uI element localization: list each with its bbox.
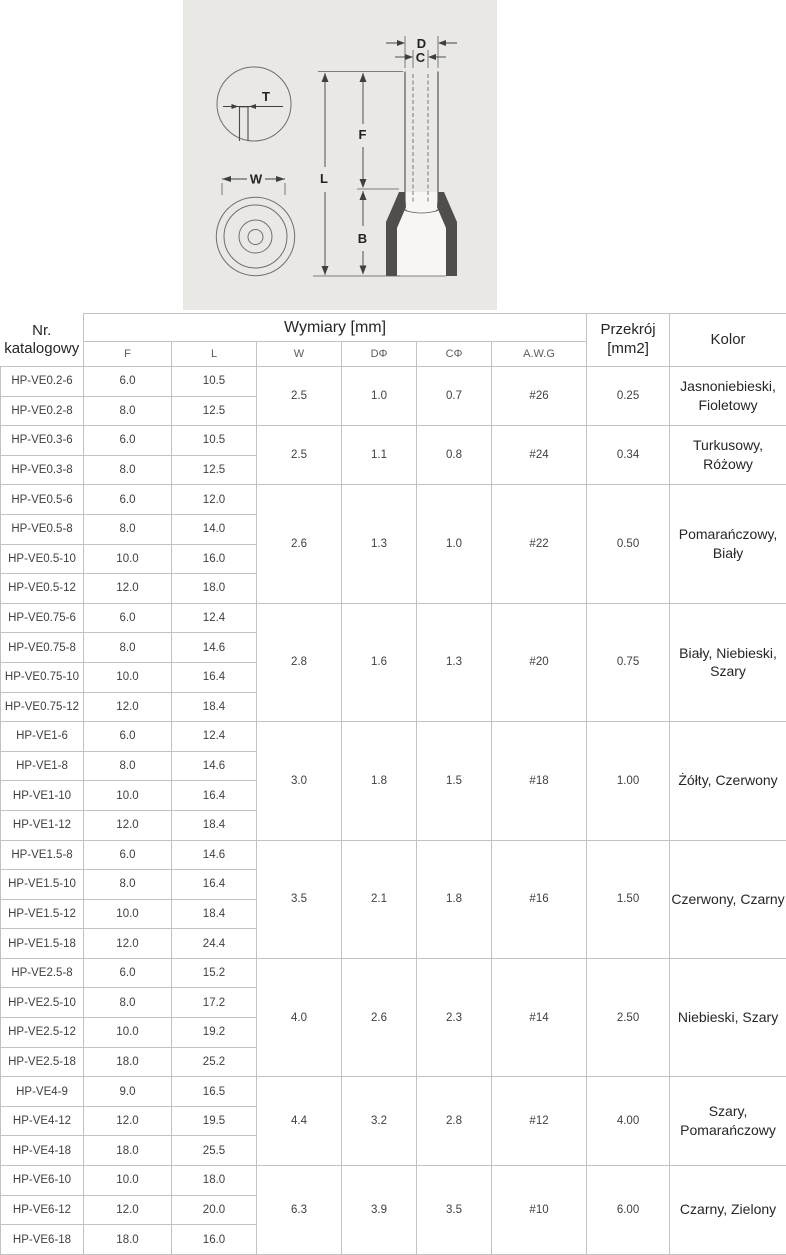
- table-row: [1, 485, 786, 515]
- catalog-cell: HP-VE1-6: [1, 722, 84, 752]
- l-cell: 14.0: [172, 514, 257, 544]
- d-phi-cell: 1.8: [342, 722, 417, 840]
- catalog-cell: HP-VE6-10: [1, 1166, 84, 1196]
- col-header-l: L: [172, 342, 257, 367]
- catalog-cell: HP-VE0.75-12: [1, 692, 84, 722]
- l-cell: 18.0: [172, 574, 257, 604]
- col-header-color: Kolor: [670, 314, 786, 367]
- w-cell: 2.6: [257, 485, 342, 603]
- l-cell: 16.0: [172, 544, 257, 574]
- color-cell: Jasnoniebieski, Fioletowy: [670, 367, 786, 426]
- f-cell: 10.0: [84, 899, 172, 929]
- d-phi-cell: 3.2: [342, 1077, 417, 1166]
- table-row: [1, 1166, 786, 1196]
- l-cell: 17.2: [172, 988, 257, 1018]
- c-phi-cell: 2.8: [417, 1077, 492, 1166]
- color-cell: Szary, Pomarańczowy: [670, 1077, 786, 1166]
- awg-cell: #10: [492, 1166, 587, 1255]
- f-cell: 8.0: [84, 396, 172, 426]
- dim-label-d: D: [417, 36, 426, 51]
- table-row: [1, 367, 786, 397]
- dim-label-l: L: [320, 171, 328, 186]
- f-cell: 18.0: [84, 1136, 172, 1166]
- catalog-cell: HP-VE1.5-10: [1, 870, 84, 900]
- cross-section-cell: 0.34: [587, 426, 670, 485]
- catalog-cell: HP-VE1.5-12: [1, 899, 84, 929]
- f-cell: 8.0: [84, 870, 172, 900]
- catalog-cell: HP-VE1-10: [1, 781, 84, 811]
- c-phi-cell: 1.0: [417, 485, 492, 603]
- catalog-cell: HP-VE0.5-10: [1, 544, 84, 574]
- cross-section-cell: 1.00: [587, 722, 670, 840]
- c-phi-cell: 0.7: [417, 367, 492, 426]
- w-cell: 2.8: [257, 603, 342, 721]
- l-cell: 19.2: [172, 1018, 257, 1048]
- col-header-catalog: Nr. katalogowy: [1, 314, 84, 367]
- dim-label-f: F: [359, 127, 367, 142]
- f-cell: 10.0: [84, 1166, 172, 1196]
- header-row-1: [1, 314, 786, 342]
- col-header-f: F: [84, 342, 172, 367]
- l-cell: 12.5: [172, 396, 257, 426]
- l-cell: 14.6: [172, 633, 257, 663]
- f-cell: 8.0: [84, 988, 172, 1018]
- dim-label-w: W: [250, 172, 263, 187]
- catalog-cell: HP-VE0.2-8: [1, 396, 84, 426]
- dim-label-b: B: [358, 231, 367, 246]
- cross-section-cell: 0.75: [587, 603, 670, 721]
- f-cell: 8.0: [84, 514, 172, 544]
- catalog-cell: HP-VE4-12: [1, 1106, 84, 1136]
- catalog-cell: HP-VE1-12: [1, 810, 84, 840]
- table-row: [1, 840, 786, 870]
- c-phi-cell: 3.5: [417, 1166, 492, 1255]
- catalog-cell: HP-VE0.5-12: [1, 574, 84, 604]
- table-row: [1, 426, 786, 456]
- catalog-cell: HP-VE2.5-10: [1, 988, 84, 1018]
- w-cell: 6.3: [257, 1166, 342, 1255]
- cross-section-cell: 4.00: [587, 1077, 670, 1166]
- l-cell: 16.4: [172, 662, 257, 692]
- top-view-outer-circle: [216, 197, 294, 275]
- table-row: [1, 722, 786, 752]
- l-cell: 19.5: [172, 1106, 257, 1136]
- catalog-cell: HP-VE6-18: [1, 1225, 84, 1255]
- catalog-cell: HP-VE1.5-8: [1, 840, 84, 870]
- d-phi-cell: 1.0: [342, 367, 417, 426]
- awg-cell: #14: [492, 958, 587, 1076]
- f-cell: 12.0: [84, 1195, 172, 1225]
- catalog-cell: HP-VE0.5-6: [1, 485, 84, 515]
- color-cell: Żółty, Czerwony: [670, 722, 786, 840]
- f-cell: 10.0: [84, 544, 172, 574]
- l-cell: 12.4: [172, 722, 257, 752]
- d-phi-cell: 1.3: [342, 485, 417, 603]
- awg-cell: #20: [492, 603, 587, 721]
- wall-thickness-detail-circle: [217, 67, 291, 141]
- l-cell: 16.5: [172, 1077, 257, 1107]
- w-cell: 2.5: [257, 367, 342, 426]
- col-header-c-phi: CΦ: [417, 342, 492, 367]
- f-cell: 18.0: [84, 1047, 172, 1077]
- catalog-cell: HP-VE0.3-8: [1, 455, 84, 485]
- f-cell: 6.0: [84, 722, 172, 752]
- color-cell: Biały, Niebieski, Szary: [670, 603, 786, 721]
- l-cell: 10.5: [172, 426, 257, 456]
- d-phi-cell: 1.6: [342, 603, 417, 721]
- f-cell: 12.0: [84, 810, 172, 840]
- l-cell: 10.5: [172, 367, 257, 397]
- catalog-cell: HP-VE1.5-18: [1, 929, 84, 959]
- ferrule-spec-table: [0, 313, 786, 1255]
- f-cell: 18.0: [84, 1225, 172, 1255]
- d-phi-cell: 3.9: [342, 1166, 417, 1255]
- l-cell: 20.0: [172, 1195, 257, 1225]
- catalog-cell: HP-VE0.75-6: [1, 603, 84, 633]
- l-cell: 16.4: [172, 781, 257, 811]
- catalog-cell: HP-VE4-18: [1, 1136, 84, 1166]
- table-row: [1, 958, 786, 988]
- col-header-awg: A.W.G: [492, 342, 587, 367]
- l-cell: 12.0: [172, 485, 257, 515]
- l-cell: 15.2: [172, 958, 257, 988]
- c-phi-cell: 1.8: [417, 840, 492, 958]
- catalog-cell: HP-VE2.5-18: [1, 1047, 84, 1077]
- table-row: [1, 603, 786, 633]
- l-cell: 25.5: [172, 1136, 257, 1166]
- l-cell: 18.4: [172, 899, 257, 929]
- ferrule-technical-diagram: [183, 0, 497, 310]
- cross-section-cell: 0.50: [587, 485, 670, 603]
- f-cell: 6.0: [84, 485, 172, 515]
- c-phi-cell: 1.3: [417, 603, 492, 721]
- col-header-cross-section: Przekrój [mm2]: [587, 314, 670, 367]
- catalog-cell: HP-VE2.5-12: [1, 1018, 84, 1048]
- color-cell: Czarny, Zielony: [670, 1166, 786, 1255]
- cross-section-cell: 1.50: [587, 840, 670, 958]
- dim-label-t: T: [262, 89, 270, 104]
- w-cell: 3.0: [257, 722, 342, 840]
- l-cell: 12.5: [172, 455, 257, 485]
- l-cell: 25.2: [172, 1047, 257, 1077]
- catalog-cell: HP-VE1-8: [1, 751, 84, 781]
- f-cell: 12.0: [84, 692, 172, 722]
- c-phi-cell: 0.8: [417, 426, 492, 485]
- catalog-cell: HP-VE0.75-8: [1, 633, 84, 663]
- catalog-cell: HP-VE6-12: [1, 1195, 84, 1225]
- catalog-cell: HP-VE4-9: [1, 1077, 84, 1107]
- w-cell: 4.4: [257, 1077, 342, 1166]
- l-cell: 24.4: [172, 929, 257, 959]
- f-cell: 8.0: [84, 633, 172, 663]
- l-cell: 18.4: [172, 692, 257, 722]
- l-cell: 12.4: [172, 603, 257, 633]
- awg-cell: #18: [492, 722, 587, 840]
- d-phi-cell: 2.6: [342, 958, 417, 1076]
- l-cell: 16.0: [172, 1225, 257, 1255]
- c-phi-cell: 2.3: [417, 958, 492, 1076]
- w-cell: 4.0: [257, 958, 342, 1076]
- catalog-cell: HP-VE0.3-6: [1, 426, 84, 456]
- f-cell: 10.0: [84, 662, 172, 692]
- f-cell: 10.0: [84, 1018, 172, 1048]
- f-cell: 8.0: [84, 751, 172, 781]
- l-cell: 14.6: [172, 751, 257, 781]
- l-cell: 14.6: [172, 840, 257, 870]
- l-cell: 18.0: [172, 1166, 257, 1196]
- col-header-d-phi: DΦ: [342, 342, 417, 367]
- awg-cell: #24: [492, 426, 587, 485]
- f-cell: 10.0: [84, 781, 172, 811]
- f-cell: 9.0: [84, 1077, 172, 1107]
- dim-label-c: C: [416, 50, 426, 65]
- col-header-w: W: [257, 342, 342, 367]
- cross-section-cell: 0.25: [587, 367, 670, 426]
- f-cell: 12.0: [84, 1106, 172, 1136]
- catalog-cell: HP-VE0.75-10: [1, 662, 84, 692]
- awg-cell: #26: [492, 367, 587, 426]
- c-phi-cell: 1.5: [417, 722, 492, 840]
- f-cell: 6.0: [84, 840, 172, 870]
- color-cell: Niebieski, Szary: [670, 958, 786, 1076]
- color-cell: Czerwony, Czarny: [670, 840, 786, 958]
- d-phi-cell: 1.1: [342, 426, 417, 485]
- d-phi-cell: 2.1: [342, 840, 417, 958]
- catalog-cell: HP-VE2.5-8: [1, 958, 84, 988]
- l-cell: 16.4: [172, 870, 257, 900]
- l-cell: 18.4: [172, 810, 257, 840]
- diagram-svg: [183, 0, 497, 310]
- f-cell: 12.0: [84, 574, 172, 604]
- catalog-cell: HP-VE0.2-6: [1, 367, 84, 397]
- f-cell: 8.0: [84, 455, 172, 485]
- f-cell: 6.0: [84, 958, 172, 988]
- color-cell: Turkusowy, Różowy: [670, 426, 786, 485]
- w-cell: 2.5: [257, 426, 342, 485]
- color-cell: Pomarańczowy, Biały: [670, 485, 786, 603]
- f-cell: 6.0: [84, 367, 172, 397]
- w-cell: 3.5: [257, 840, 342, 958]
- awg-cell: #16: [492, 840, 587, 958]
- f-cell: 6.0: [84, 426, 172, 456]
- table-row: [1, 1077, 786, 1107]
- cross-section-cell: 6.00: [587, 1166, 670, 1255]
- f-cell: 6.0: [84, 603, 172, 633]
- catalog-cell: HP-VE0.5-8: [1, 514, 84, 544]
- col-header-dimensions: Wymiary [mm]: [84, 314, 587, 342]
- awg-cell: #12: [492, 1077, 587, 1166]
- f-cell: 12.0: [84, 929, 172, 959]
- cross-section-cell: 2.50: [587, 958, 670, 1076]
- awg-cell: #22: [492, 485, 587, 603]
